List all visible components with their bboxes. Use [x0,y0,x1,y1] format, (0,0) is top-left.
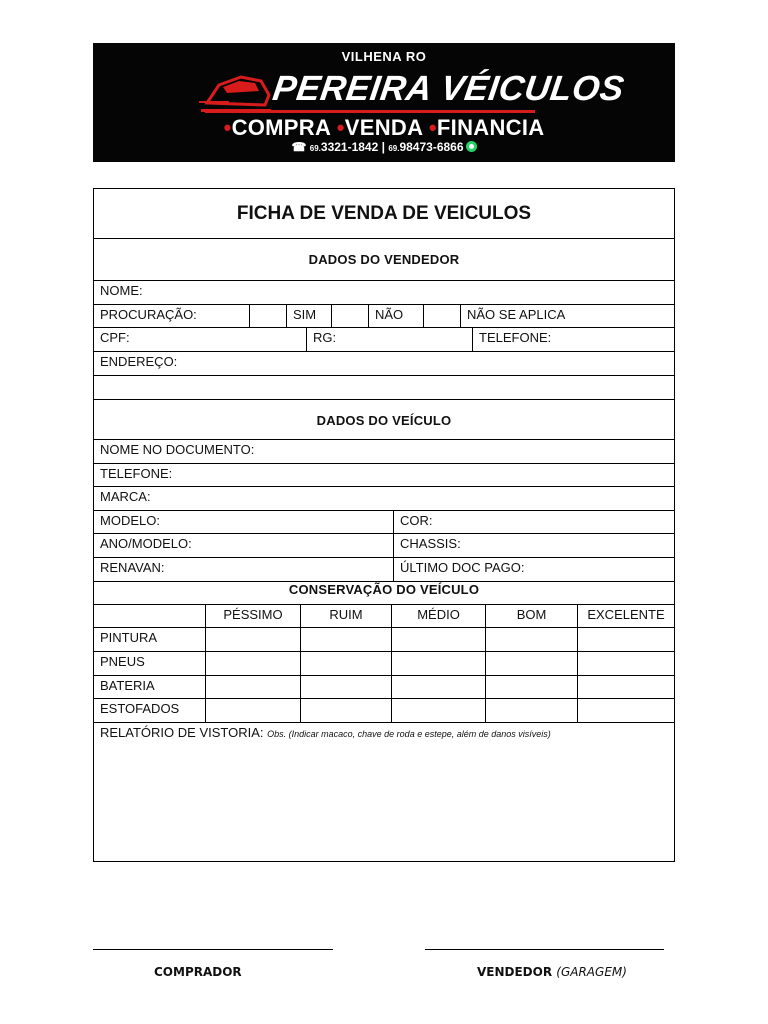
sim-label: SIM [286,305,331,327]
ano-modelo-field[interactable]: ANO/MODELO: [100,536,192,551]
vehicle-section-title: DADOS DO VEÍCULO [316,413,452,428]
header-banner [93,43,675,162]
vendedor-label: VENDEDOR [477,965,553,979]
nome-documento-row [94,440,674,464]
whatsapp-icon [466,141,477,152]
rating-medio-header: MÉDIO [391,605,485,627]
rating-cell[interactable] [577,676,674,698]
seller-section-row [94,239,674,281]
rating-cell[interactable] [485,652,577,675]
renavan-row [94,558,674,582]
ratings-header-row [94,605,674,628]
rating-cell[interactable] [577,699,674,722]
banner-brand: PEREIRA VÉICULOS [270,69,627,108]
rating-bom-header: BOM [485,605,577,627]
item-label: PNEUS [100,654,145,669]
telefone-veiculo-row [94,464,674,487]
renavan-field[interactable]: RENAVAN: [100,560,165,575]
endereco-field[interactable]: ENDEREÇO: [100,354,178,369]
banner-city: VILHENA RO [341,49,427,64]
modelo-field[interactable]: MODELO: [100,513,160,528]
relatorio-label: RELATÓRIO DE VISTORIA: [100,725,264,740]
procuracao-label: PROCURAÇÃO: [100,307,197,322]
item-label: ESTOFADOS [100,701,180,716]
rating-cell[interactable] [300,628,391,651]
comprador-label: COMPRADOR [154,965,242,979]
seller-section-title: DADOS DO VENDEDOR [308,252,460,267]
phone-icon: ☎ [291,140,307,154]
rating-cell[interactable] [577,652,674,675]
form-title: FICHA DE VENDA DE VEICULOS [236,203,532,224]
vendedor-label-group [477,965,627,979]
nome-row [94,281,674,305]
rating-ruim-header: RUIM [300,605,391,627]
sale-form [93,188,675,862]
banner-phones: ☎ 69.3321-1842 | 69.98473-6866 [93,140,675,154]
chassis-field[interactable]: CHASSIS: [393,534,674,557]
marca-row [94,487,674,511]
telefone-field[interactable]: TELEFONE: [472,328,674,351]
nao-label: NÃO [368,305,423,327]
vendedor-signature-line[interactable] [425,949,664,950]
procuracao-nao-box[interactable] [331,305,368,327]
rating-cell[interactable] [205,652,300,675]
nome-documento-field[interactable]: NOME NO DOCUMENTO: [100,442,255,457]
rating-pessimo-header: PÉSSIMO [205,605,300,627]
rating-cell[interactable] [485,699,577,722]
vehicle-section-row [94,400,674,440]
banner-services: •COMPRA •VENDA •FINANCIA [223,115,545,140]
ultimo-doc-field[interactable]: ÚLTIMO DOC PAGO: [393,558,674,581]
ratings-corner [94,605,205,627]
endereco-row [94,352,674,376]
relatorio-area[interactable] [94,723,674,861]
rating-row-bateria [94,676,674,699]
banner-divider [205,110,535,113]
rating-cell[interactable] [391,699,485,722]
nome-field[interactable]: NOME: [100,283,143,298]
relatorio-label-line [94,723,674,743]
rating-cell[interactable] [205,699,300,722]
rating-cell[interactable] [391,628,485,651]
rating-cell[interactable] [391,652,485,675]
conservation-section-row [94,582,674,605]
form-title-row [94,189,674,239]
ano-row [94,534,674,558]
relatorio-obs: Obs. (Indicar macaco, chave de roda e estepe, além de danos visíveis) [267,729,551,739]
cpf-row [94,328,674,352]
comprador-signature-line[interactable] [93,949,333,950]
nao-se-aplica-label: NÃO SE APLICA [460,305,674,327]
rating-row-pintura [94,628,674,652]
rating-cell[interactable] [205,628,300,651]
rating-cell[interactable] [577,628,674,651]
cpf-field[interactable]: CPF: [100,330,130,345]
conservation-section-title: CONSERVAÇÃO DO VEÍCULO [288,582,480,597]
procuracao-row [94,305,674,328]
procuracao-na-box[interactable] [423,305,460,327]
procuracao-sim-box[interactable] [249,305,286,327]
rating-cell[interactable] [300,699,391,722]
endereco-continued-row[interactable] [94,376,674,400]
item-label: BATERIA [100,678,155,693]
rating-cell[interactable] [205,676,300,698]
item-label: PINTURA [100,630,158,645]
vendedor-note: (GARAGEM) [556,965,627,979]
car-logo-icon [199,61,279,116]
telefone-veiculo-field[interactable]: TELEFONE: [100,466,173,481]
rating-cell[interactable] [485,676,577,698]
rating-cell[interactable] [485,628,577,651]
rg-field[interactable]: RG: [306,328,472,351]
rating-cell[interactable] [300,652,391,675]
cor-field[interactable]: COR: [393,511,674,533]
rating-row-estofados [94,699,674,723]
rating-cell[interactable] [391,676,485,698]
rating-cell[interactable] [300,676,391,698]
marca-field[interactable]: MARCA: [100,489,151,504]
modelo-row [94,511,674,534]
rating-excelente-header: EXCELENTE [577,605,674,627]
rating-row-pneus [94,652,674,676]
